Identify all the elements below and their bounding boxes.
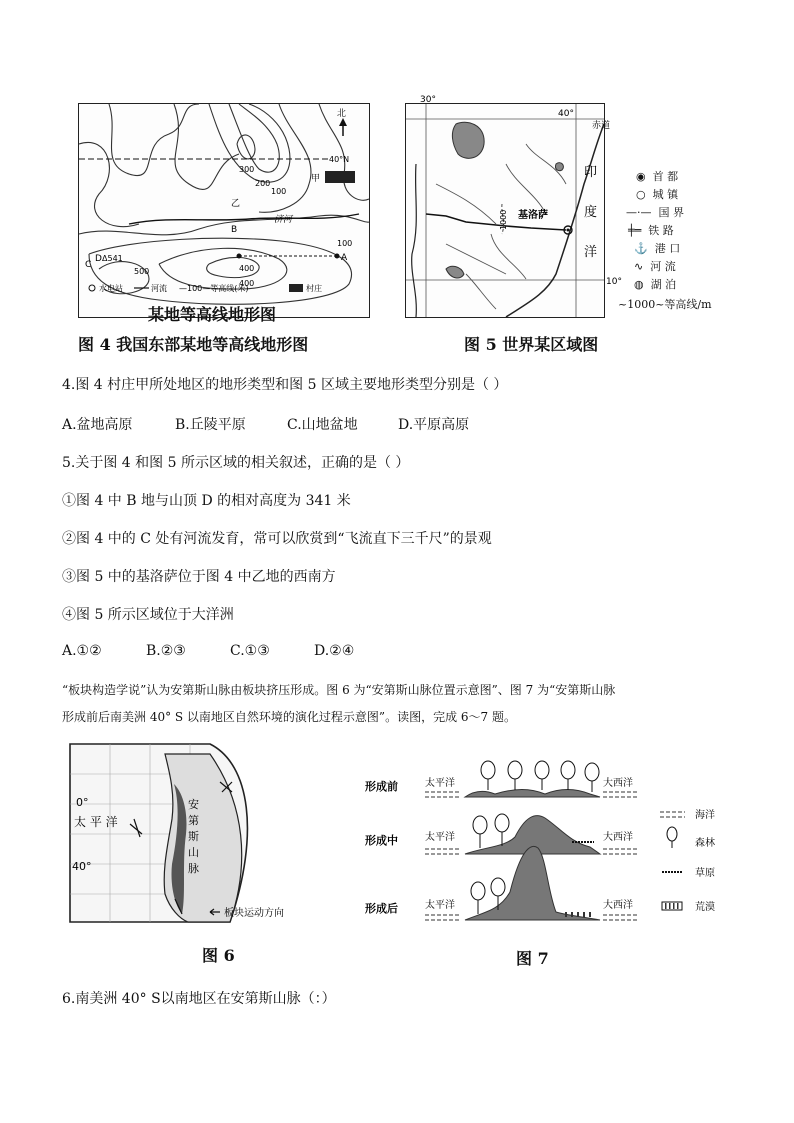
figure-6-caption: 图 6 (202, 946, 235, 965)
stage-after: 形成后 (365, 902, 398, 915)
figure-7-caption: 图 7 (516, 949, 549, 968)
intro-line-2: 形成前后南美洲 40° S 以南地区自然环境的演化过程示意图”。读图，完成 6～7 题。 (62, 710, 516, 724)
legend-river (634, 258, 676, 274)
andes-char-1: 安 (188, 798, 199, 811)
contour-200-label: 200 (255, 179, 271, 188)
pacific-before: 太平洋 (425, 778, 455, 789)
figure-5-map (405, 95, 622, 318)
lat-0-label: 0° (76, 796, 89, 809)
andes-char-5: 脉 (188, 862, 199, 875)
andes-char-4: 山 (188, 846, 199, 859)
latitude-label: 40°N (329, 155, 350, 164)
lon-30: 30° (420, 95, 436, 105)
town-icon: ○ (636, 188, 646, 201)
legend-grassland: 草原 (695, 868, 715, 879)
plate-motion-legend: 板块运动方向 (224, 908, 284, 919)
question-4-option-d: D.平原高原 (398, 417, 470, 433)
figure-5-caption: 图 5 世界某区域图 (464, 335, 599, 354)
peak-d-height: Δ541 (102, 254, 123, 263)
question-5-option-c: C.①③ (230, 643, 270, 659)
legend-river-label: 河 流 (650, 260, 676, 273)
ocean-char-3: 洋 (584, 245, 598, 260)
pacific-label: 太 平 洋 (74, 815, 118, 829)
river-label: 济河 (274, 215, 293, 225)
legend-station: 水电站 (99, 284, 123, 293)
andes-char-3: 斯 (188, 830, 199, 843)
legend-border-label: 国 界 (658, 206, 684, 219)
point-a-label: A (341, 253, 348, 263)
legend-border (626, 204, 684, 220)
legend-desert: 荒漠 (695, 902, 715, 913)
stage-before: 形成前 (365, 780, 398, 793)
lon-40: 40° (558, 109, 574, 119)
border-icon: —·— (626, 206, 652, 219)
intro-line-1: “板块构造学说”认为安第斯山脉由板块挤压形成。图 6 为“安第斯山脉位置示意图”、图 7 为“安第斯山脉 (62, 683, 616, 697)
legend-contour: ~1000~等高线/m (618, 298, 712, 311)
legend-river: 河流 (151, 284, 167, 293)
figure-4-inner-title: 某地等高线地形图 (148, 305, 277, 324)
point-yi-label: 乙 (231, 199, 241, 209)
question-5-option-d: D.②④ (314, 643, 355, 659)
andes-map (70, 744, 320, 924)
question-4-option-b: B.丘陵平原 (175, 417, 246, 433)
legend-railway-label: 铁 路 (648, 224, 674, 237)
contour-1000: 1000 (499, 209, 508, 230)
legend-town-label: 城 镇 (652, 188, 679, 201)
legend-railway (628, 222, 674, 238)
village-jia-label: 甲 (311, 174, 321, 184)
atlantic-during: 大西洋 (603, 832, 633, 843)
contour-300-label: 300 (239, 165, 255, 174)
lake-icon: ◍ (634, 278, 644, 291)
question-5-option-a: A.①② (62, 643, 102, 659)
river-icon: ∿ (634, 260, 644, 273)
point-b-label: B (231, 225, 238, 235)
atlantic-before: 大西洋 (603, 778, 633, 789)
question-5-statement-3: ③图 5 中的基洛萨位于图 4 中乙地的西南方 (62, 569, 336, 585)
contour-100-label: 100 (271, 187, 287, 196)
contour-400-label: 400 (239, 264, 255, 273)
andes-char-2: 第 (188, 814, 199, 827)
stage-during: 形成中 (365, 834, 398, 847)
question-5-option-b: B.②③ (146, 643, 186, 659)
point-d-label: D (95, 254, 102, 264)
question-5-statement-2: ②图 4 中的 C 处有河流发育，常可以欣赏到“飞流直下三千尺”的景观 (62, 531, 492, 547)
figure-4-map (78, 103, 370, 318)
lat-10: 10° (606, 277, 622, 287)
atlantic-after: 大西洋 (603, 900, 633, 911)
question-4-option-c: C.山地盆地 (287, 417, 358, 433)
region-map (406, 95, 622, 317)
question-5-stem: 5.关于图 4 和图 5 所示区域的相关叙述，正确的是（ ） (62, 455, 410, 471)
contour-100-label-2: 100 (337, 239, 353, 248)
legend-capital-label: 首 都 (652, 170, 679, 183)
andes-evolution (360, 752, 725, 932)
legend-ocean: 海洋 (695, 810, 715, 821)
figure-4-caption: 图 4 我国东部某地等高线地形图 (78, 335, 309, 354)
pacific-during: 太平洋 (425, 832, 455, 843)
legend-capital (636, 168, 678, 184)
contour-500-label: 500 (134, 267, 150, 276)
port-icon: ⚓ (634, 242, 648, 255)
figure-6-map (70, 744, 320, 924)
point-c-label: C (85, 260, 92, 270)
ocean-char-2: 度 (584, 205, 598, 220)
legend-port (634, 240, 680, 256)
capital-icon: ◉ (636, 170, 646, 183)
railway-icon: ╪═ (628, 224, 642, 237)
legend-forest: 森林 (695, 838, 715, 849)
question-4-stem: 4.图 4 村庄甲所处地区的地形类型和图 5 区域主要地形类型分别是（ ） (62, 377, 508, 393)
pacific-after: 太平洋 (425, 900, 455, 911)
question-6-stem: 6.南美洲 40° S以南地区在安第斯山脉（：） (62, 991, 336, 1007)
contour-map (79, 104, 369, 317)
legend-port-label: 港 口 (654, 242, 681, 255)
legend-lake (634, 276, 676, 292)
legend-town (636, 186, 678, 202)
legend-contour: —100—等高线(米) (179, 284, 249, 293)
question-4-option-a: A.盆地高原 (62, 417, 133, 433)
ocean-char-1: 印 (584, 165, 598, 180)
north-label: 北 (337, 109, 347, 119)
city-label: 基洛萨 (518, 210, 548, 221)
figure-7-diagram (360, 752, 725, 932)
lat-40-label: 40° (72, 860, 92, 873)
equator-label: 赤道 (592, 121, 611, 131)
question-5-statement-1: ①图 4 中 B 地与山顶 D 的相对高度为 341 米 (62, 493, 351, 509)
question-5-statement-4: ④图 5 所示区域位于大洋洲 (62, 607, 234, 623)
legend-village: 村庄 (306, 284, 322, 293)
legend-lake-label: 湖 泊 (650, 278, 677, 291)
contour-400-label-2: 400 (239, 279, 255, 288)
